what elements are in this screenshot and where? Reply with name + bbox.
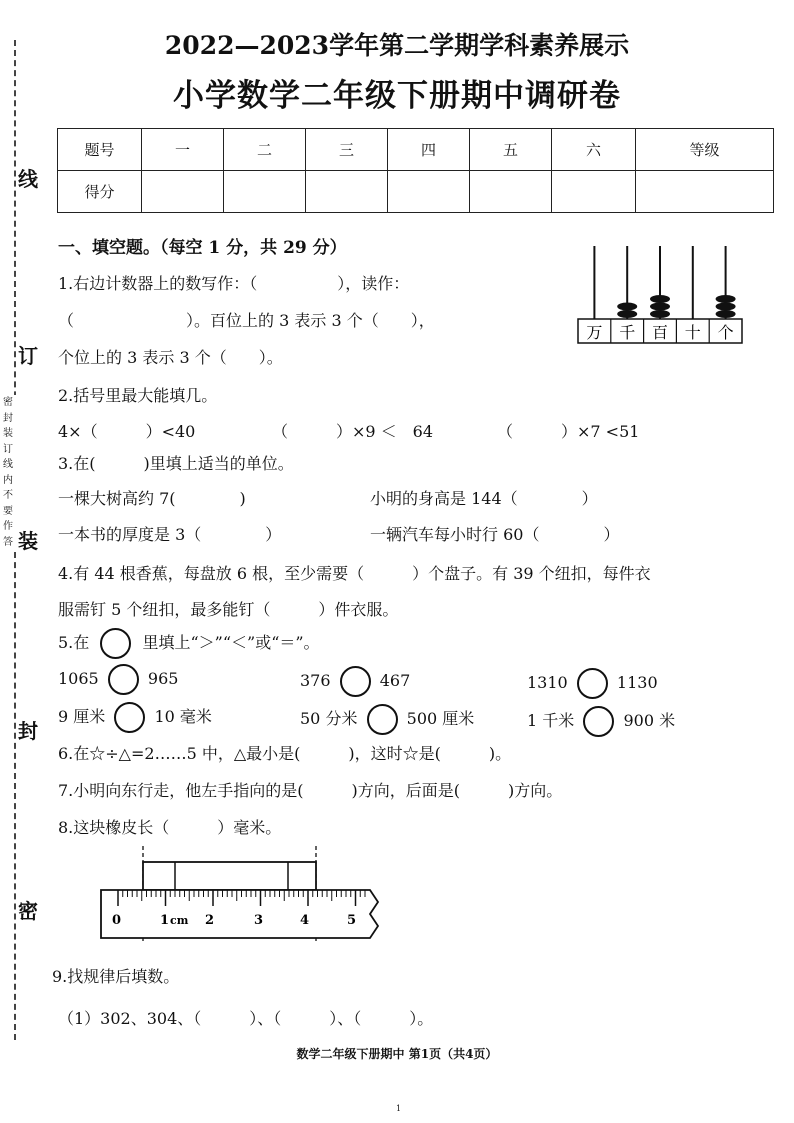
abacus-figure bbox=[575, 244, 745, 346]
score-header-cell: 一 bbox=[142, 129, 224, 171]
q6-text: 6.在☆÷△=2……5 中，△最小是( )，这时☆是( )。 bbox=[58, 744, 512, 763]
q2-title: 2.括号里最大能填几。 bbox=[58, 386, 218, 405]
q5-item-left: 376 bbox=[300, 671, 331, 690]
margin-note: 密 封 装 订 线 内 不 要 作 答 bbox=[0, 395, 16, 550]
eraser bbox=[143, 862, 316, 890]
q2-item-a: 4×（ ）<40 bbox=[58, 422, 196, 441]
q5-item-right: 900 米 bbox=[623, 711, 676, 730]
q5-item-left: 50 分米 bbox=[300, 709, 358, 728]
score-table-header-row bbox=[58, 129, 774, 171]
ruler-label-4: 4 bbox=[300, 913, 310, 928]
abacus-bead bbox=[716, 303, 736, 311]
q5-item-right: 1130 bbox=[616, 673, 658, 692]
score-cell[interactable] bbox=[224, 171, 306, 213]
abacus-bead bbox=[650, 295, 670, 303]
score-cell[interactable] bbox=[470, 171, 552, 213]
q7-text: 7.小明向东行走，他左手指向的是( )方向，后面是( )方向。 bbox=[58, 781, 563, 800]
margin-char-xian: 线 bbox=[18, 167, 38, 191]
answer-circle[interactable] bbox=[108, 664, 139, 695]
abacus-place-label: 万 bbox=[586, 323, 603, 342]
q2-item-c: （ ）×7 <51 bbox=[497, 422, 640, 441]
score-header-cell: 题号 bbox=[58, 129, 142, 171]
q5-title-end: 里填上“＞”“＜”或“＝”。 bbox=[142, 633, 320, 652]
q9-title: 9.找规律后填数。 bbox=[52, 967, 180, 986]
score-header-cell: 六 bbox=[552, 129, 636, 171]
score-header-cell: 二 bbox=[224, 129, 306, 171]
abacus-place-label: 个 bbox=[717, 323, 734, 342]
score-header-cell: 四 bbox=[388, 129, 470, 171]
abacus-place-label: 千 bbox=[619, 323, 636, 342]
q5-item-left: 1 千米 bbox=[527, 711, 575, 730]
q1-line2: （ ）。百位上的 3 表示 3 个（ ）， bbox=[58, 311, 435, 330]
score-table-score-row bbox=[58, 171, 774, 213]
score-cell[interactable] bbox=[306, 171, 388, 213]
abacus-place-label: 十 bbox=[684, 323, 701, 342]
q3-item-c: 一本书的厚度是 3（ ） bbox=[58, 525, 282, 544]
q5-item bbox=[527, 706, 675, 737]
answer-circle[interactable] bbox=[114, 702, 145, 733]
q5-title bbox=[58, 628, 320, 659]
q4-line2: 服需钉 5 个纽扣，最多能钉（ ）件衣服。 bbox=[58, 600, 399, 619]
abacus-bead bbox=[716, 310, 736, 318]
q5-item-left: 1310 bbox=[527, 673, 568, 692]
q3-item-d: 一辆汽车每小时行 60（ ） bbox=[370, 525, 620, 544]
score-header-cell: 等级 bbox=[636, 129, 774, 171]
score-table bbox=[57, 128, 774, 213]
q3-item-b: 小明的身高是 144（ ） bbox=[370, 489, 598, 508]
abacus-place-label: 百 bbox=[651, 323, 669, 342]
score-cell[interactable] bbox=[388, 171, 470, 213]
margin-char-mi: 密 bbox=[18, 899, 38, 923]
section1-heading: 一、填空题。（每空 1 分，共 29 分） bbox=[58, 238, 347, 258]
abacus-bead bbox=[650, 310, 670, 318]
q1-line1: 1.右边计数器上的数写作：（ ），读作： bbox=[58, 274, 410, 293]
q1-line3: 个位上的 3 表示 3 个（ ）。 bbox=[58, 348, 283, 367]
ruler-label-2: 2 bbox=[205, 913, 215, 928]
exam-title-line2: 小学数学二年级下册期中调研卷 bbox=[173, 78, 621, 114]
ruler-label-3: 3 bbox=[254, 913, 264, 928]
answer-circle[interactable] bbox=[367, 704, 398, 735]
q8-text: 8.这块橡皮长（ ）毫米。 bbox=[58, 818, 282, 837]
q5-item bbox=[300, 666, 410, 697]
q2-item-b: （ ）×9 ＜ 64 bbox=[272, 422, 434, 441]
score-row-label: 得分 bbox=[58, 171, 142, 213]
margin-char-zhuang: 装 bbox=[18, 529, 38, 553]
q5-item-left: 1065 bbox=[58, 669, 99, 688]
ruler-unit-cm: cm bbox=[170, 914, 189, 927]
page-footer: 数学二年级下册期中 第1页（共4页） bbox=[296, 1047, 498, 1061]
q5-item-right: 500 厘米 bbox=[406, 709, 475, 728]
q5-title-start: 5.在 bbox=[58, 633, 90, 652]
answer-circle[interactable] bbox=[577, 668, 608, 699]
q5-item bbox=[300, 704, 474, 735]
q5-item-right: 965 bbox=[147, 669, 179, 688]
q9-line1: （1）302、304、（ ）、（ ）、（ ）。 bbox=[58, 1009, 434, 1028]
abacus-bead bbox=[716, 295, 736, 303]
margin-char-feng: 封 bbox=[18, 719, 38, 743]
abacus-rods bbox=[594, 246, 735, 319]
ruler-label-5: 5 bbox=[347, 913, 357, 928]
compare-circle-icon bbox=[100, 628, 131, 659]
q4-line1: 4.有 44 根香蕉，每盘放 6 根，至少需要（ ）个盘子。有 39 个纽扣，每件衣 bbox=[58, 564, 651, 583]
score-cell[interactable] bbox=[552, 171, 636, 213]
abacus-bead bbox=[617, 310, 637, 318]
q5-item-right: 10 毫米 bbox=[154, 707, 212, 726]
q5-item bbox=[58, 664, 178, 695]
ruler-label-0: 0 bbox=[112, 913, 122, 928]
q5-item-right: 467 bbox=[379, 671, 411, 690]
answer-circle[interactable] bbox=[583, 706, 614, 737]
q3-item-a: 一棵大树高约 7( ) bbox=[58, 489, 246, 508]
margin-char-ding: 订 bbox=[18, 344, 38, 368]
q5-item bbox=[527, 668, 658, 699]
ruler-label-1: 1 bbox=[160, 913, 170, 928]
exam-title-line1: 2022—2023学年第二学期学科素养展示 bbox=[164, 31, 630, 60]
q3-title: 3.在( )里填上适当的单位。 bbox=[58, 454, 294, 473]
ruler-body bbox=[101, 890, 378, 938]
abacus-bead bbox=[650, 303, 670, 311]
score-cell[interactable] bbox=[142, 171, 224, 213]
ruler-eraser-figure bbox=[98, 842, 398, 948]
score-header-cell: 三 bbox=[306, 129, 388, 171]
score-header-cell: 五 bbox=[470, 129, 552, 171]
score-cell[interactable] bbox=[636, 171, 774, 213]
q5-item bbox=[58, 702, 212, 733]
q5-item-left: 9 厘米 bbox=[58, 707, 106, 726]
answer-circle[interactable] bbox=[340, 666, 371, 697]
page-mark: 1 bbox=[396, 1104, 402, 1113]
abacus-bead bbox=[617, 303, 637, 311]
